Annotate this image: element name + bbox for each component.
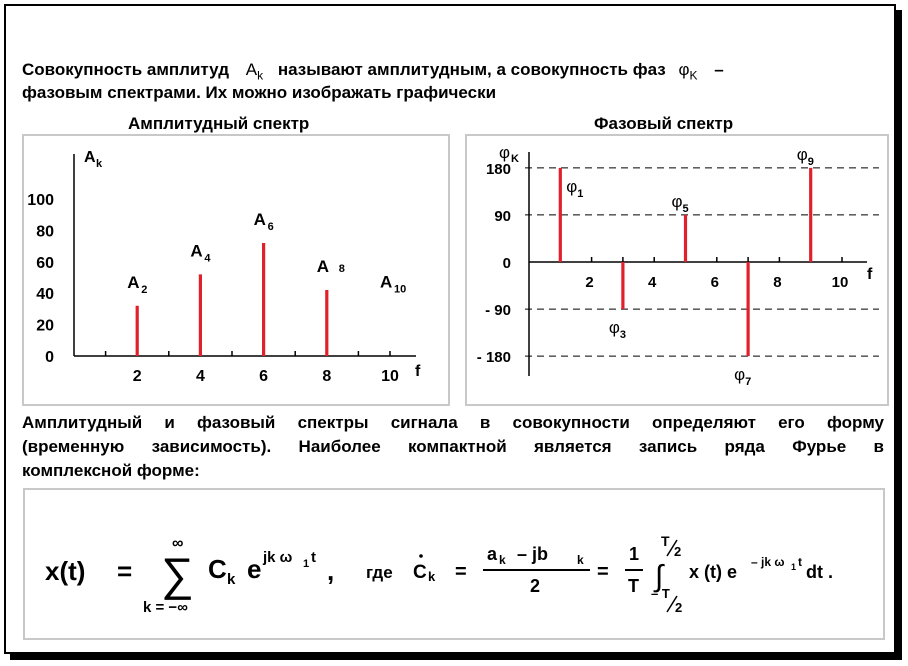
exp-power-tail: t [311, 549, 316, 566]
paragraph-line-3: комплексной форме: [22, 461, 200, 480]
amplitude-label-10: A [380, 272, 393, 292]
y-tick-label: 100 [27, 192, 54, 209]
amplitude-label-sub-6: 6 [267, 220, 274, 233]
integrand-power-tail: t [798, 555, 802, 569]
frac2-num: 1 [629, 544, 640, 564]
y-axis-label: A [84, 149, 96, 166]
ck-dot-symbol: C [413, 562, 427, 583]
phase-label-9: φ [796, 144, 808, 164]
phase-label-sub-1: 1 [577, 187, 584, 200]
x-tick-label: 2 [132, 368, 142, 385]
integrand: x (t) e [689, 562, 738, 582]
integrand-power-sub: 1 [791, 562, 797, 572]
frac-num-minus: – jb [517, 544, 549, 564]
int-top: T [661, 533, 670, 549]
frac-den: 2 [530, 576, 541, 596]
y-tick-label: 20 [36, 317, 54, 335]
y-tick-label: 180 [485, 160, 511, 178]
formula-where: где [366, 563, 393, 582]
integrand-power: – jk ω [751, 555, 785, 569]
intro-part1: Совокупность амплитуд [22, 60, 230, 79]
ck-symbol: C [208, 554, 227, 584]
formula-dt: dt . [806, 562, 833, 582]
frac-num-sub2: k [577, 553, 584, 567]
equals-2: = [455, 561, 467, 583]
amplitude-label-sub-4: 4 [204, 252, 211, 265]
exp-base: e [247, 554, 262, 584]
x-tick-label: 6 [710, 274, 719, 291]
int-bottom: – T [651, 586, 670, 601]
formula-box [23, 488, 885, 640]
intro-line-2: фазовым спектрами. Их можно изображать графически [22, 83, 497, 102]
int-bottom-den: 2 [675, 600, 683, 615]
phase-label-sub-3: 3 [619, 329, 627, 342]
amplitude-label-sub-2: 2 [141, 283, 148, 296]
intro-line-1 [22, 60, 724, 82]
exp-power-sub: 1 [303, 558, 310, 570]
x-tick-label: 8 [773, 274, 782, 291]
y-axis-sub: K [511, 153, 519, 165]
amplitude-label-8: A [316, 257, 330, 277]
y-tick-label: 0 [45, 349, 54, 366]
x-axis-label: f [415, 363, 421, 380]
amplitude-chart [24, 136, 448, 404]
int-sign: ∫ [655, 560, 664, 593]
x-tick-label: 4 [648, 274, 657, 291]
frac-num-sub1: k [499, 553, 506, 567]
phase-label-1: φ [566, 176, 578, 196]
phase-label-5: φ [671, 191, 683, 211]
phase-chart [467, 136, 887, 404]
amplitude-label-sub-10: 10 [394, 283, 407, 296]
y-tick-label: 80 [36, 223, 54, 241]
y-tick-label: 90 [494, 207, 511, 225]
x-tick-label: 10 [831, 274, 849, 291]
x-tick-label: 6 [259, 368, 269, 385]
paragraph-line-2: (временную зависимость). Наиболее компактной является запись ряда Фурье в [22, 437, 884, 456]
x-tick-label: 8 [322, 368, 332, 385]
sum-top: ∞ [172, 535, 184, 552]
intro-part3: – [714, 60, 724, 79]
ck-dot-mark [419, 554, 423, 558]
int-top-den: 2 [674, 544, 682, 559]
formula-equals: = [117, 556, 133, 586]
frac-num-a: a [487, 544, 498, 564]
x-tick-label: 4 [195, 368, 205, 385]
formula-comma: , [327, 556, 335, 586]
equals-3: = [597, 561, 609, 583]
phase-symbol: $\varphi_K$ [678, 60, 698, 83]
phase-panel [465, 134, 889, 406]
ck-dot-sub: k [428, 569, 436, 584]
amplitude-panel-title: Амплитудный спектр [128, 114, 310, 133]
sum-sign: ∑ [161, 548, 194, 600]
phase-label-sub-7: 7 [745, 376, 752, 389]
phase-panel-title: Фазовый спектр [594, 114, 734, 133]
amplitude-label-sub-8: 8 [338, 263, 345, 276]
exp-power: jk ω [263, 549, 293, 566]
formula-lhs: x(t) [45, 556, 86, 586]
phase-label-sub-9: 9 [807, 155, 814, 168]
amplitude-panel [22, 134, 450, 406]
y-tick-label: 40 [36, 286, 54, 304]
amplitude-label-6: A [253, 209, 266, 229]
x-axis-label: f [867, 266, 873, 283]
amplitude-label-2: A [127, 272, 140, 292]
y-tick-label: - 90 [485, 302, 511, 320]
phase-label-7: φ [734, 365, 746, 385]
intro-part2: называют амплитудным, а совокупность фаз [277, 60, 666, 79]
y-tick-label: 60 [36, 254, 54, 272]
ck-sub: k [227, 571, 236, 588]
y-tick-label: 0 [502, 255, 511, 272]
fourier-formula [25, 490, 883, 638]
paragraph-line-1: Амплитудный и фазовый спектры сигнала в совокупности определяют его форму [22, 413, 884, 432]
phase-label-3: φ [608, 318, 620, 338]
amp-symbol: $A_k$ [245, 60, 264, 83]
x-tick-label: 2 [585, 274, 594, 291]
amplitude-label-4: A [190, 241, 203, 261]
sum-bottom: k = −∞ [143, 599, 188, 616]
x-tick-label: 10 [381, 368, 399, 385]
y-axis-label: φ [499, 143, 511, 162]
y-axis-sub: k [96, 158, 103, 170]
phase-label-sub-5: 5 [682, 202, 689, 215]
frac2-den: T [628, 576, 639, 596]
y-tick-label: - 180 [476, 349, 511, 367]
